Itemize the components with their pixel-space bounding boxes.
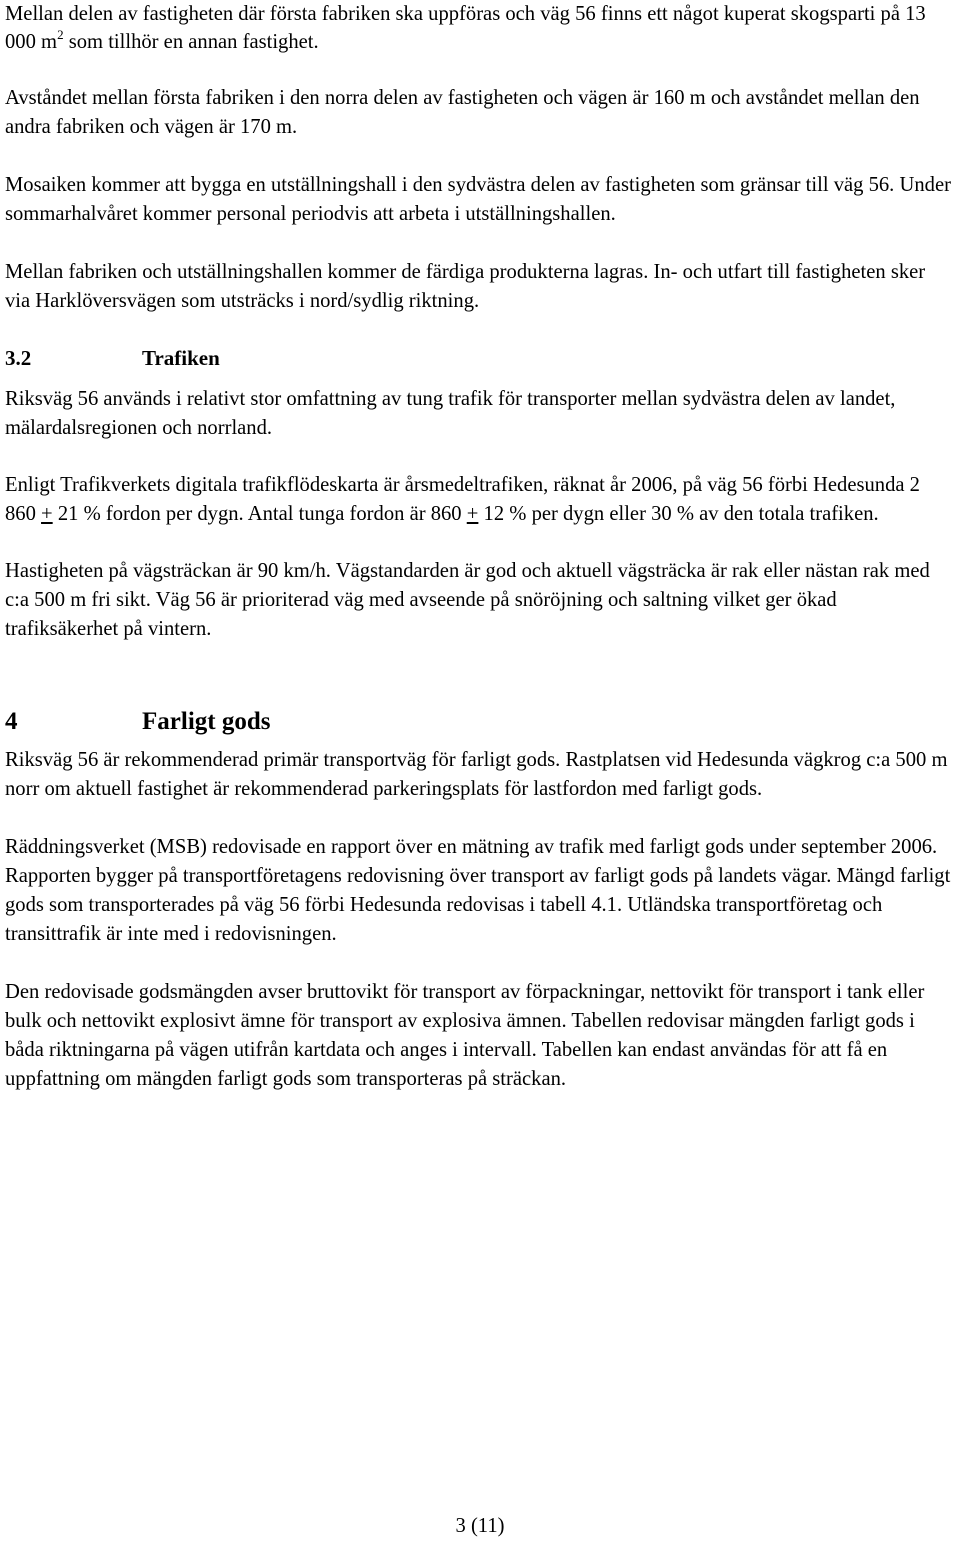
section-number: 3.2 [5,346,32,370]
paragraph-transport-route: Riksväg 56 är rekommenderad primär transportväg för farligt gods. Rastplatsen vid Hedesunda vägkrog c:a 500 m norr om aktuell fastighet är rekommenderad parkeringsplats för lastfordon med farligt gods. [5,749,948,800]
paragraph-text: 12 % per dygn eller 30 % av den totala trafiken. [478,503,879,525]
section-heading-trafiken [5,344,952,373]
plus-minus-sign: + [41,503,53,525]
paragraph-msb-report: Räddningsverket (MSB) redovisade en rapport över en mätning av trafik med farligt gods under september 2006. Rapporten bygger på transportföretagens redovisning över transport av farligt gods på landets vägar. Mängd farligt gods som transporterades på väg 56 förbi Hedesunda redovisas i tabell 4.1. Utländska transportföretag och transittrafik är inte med i redovisningen. [5,836,951,945]
paragraph-text: som tillhör en annan fastighet. [63,31,319,53]
section-title: Trafiken [142,346,220,370]
paragraph-exhibition-hall: Mosaiken kommer att bygga en utställningshall i den sydvästra delen av fastigheten som gränsar till väg 56. Under sommarhalvåret kommer personal periodvis att arbeta i utställningshallen. [5,174,951,225]
paragraph-storage-access: Mellan fabriken och utställningshallen kommer de färdiga produkterna lagras. In- och utfart till fastigheten sker via Harklöversvägen som utsträcks i nord/sydlig riktning. [5,261,926,312]
section-number: 4 [5,708,18,735]
paragraph-traffic-volume [5,471,952,529]
paragraph-distance-to-road: Avståndet mellan första fabriken i den norra delen av fastigheten och vägen är 160 m och avståndet mellan den andra fabriken och vägen är 170 m. [5,87,920,138]
paragraph-speed-road-standard: Hastigheten på vägsträckan är 90 km/h. Vägstandarden är god och aktuell vägsträcka är rak eller nästan rak med c:a 500 m fri sikt. Väg 56 är prioriterad väg med avseende på snöröjning och saltning vilket ger ökad trafiksäkerhet på vintern. [5,560,930,640]
paragraph-text: Mellan delen av fastigheten där första fabriken ska uppföras och väg 56 finns ett något kuperat skogsparti på 13 000 m [5,3,926,53]
paragraph-property-terrain [5,0,952,56]
section-heading-farligt-gods [5,706,952,738]
superscript-squared: 2 [57,27,64,42]
paragraph-goods-weight: Den redovisade godsmängden avser bruttovikt för transport av förpackningar, nettovikt för transport i tank eller bulk och nettovikt explosivt ämne för transport av explosiva ämnen. Tabellen redovisar mängden farligt gods i båda riktningarna på vägen utifrån kartdata och anges i intervall. Tabellen kan endast användas för att få en uppfattning om mängden farligt gods som transporteras på sträckan. [5,981,925,1090]
paragraph-text: 21 % fordon per dygn. Antal tunga fordon är 860 [52,503,467,525]
paragraph-heavy-traffic: Riksväg 56 används i relativt stor omfattning av tung trafik för transporter mellan sydvästra delen av landet, mälardalsregionen och norrland. [5,388,896,439]
section-title: Farligt gods [142,708,271,735]
paragraph-text: Enligt Trafikverkets digitala trafikflödeskarta är årsmedeltrafiken, räknat år 2006, på väg 56 förbi Hedesunda 2 860 [5,474,920,525]
plus-minus-sign: + [466,503,479,525]
page-number: 3 (11) [455,1515,505,1537]
